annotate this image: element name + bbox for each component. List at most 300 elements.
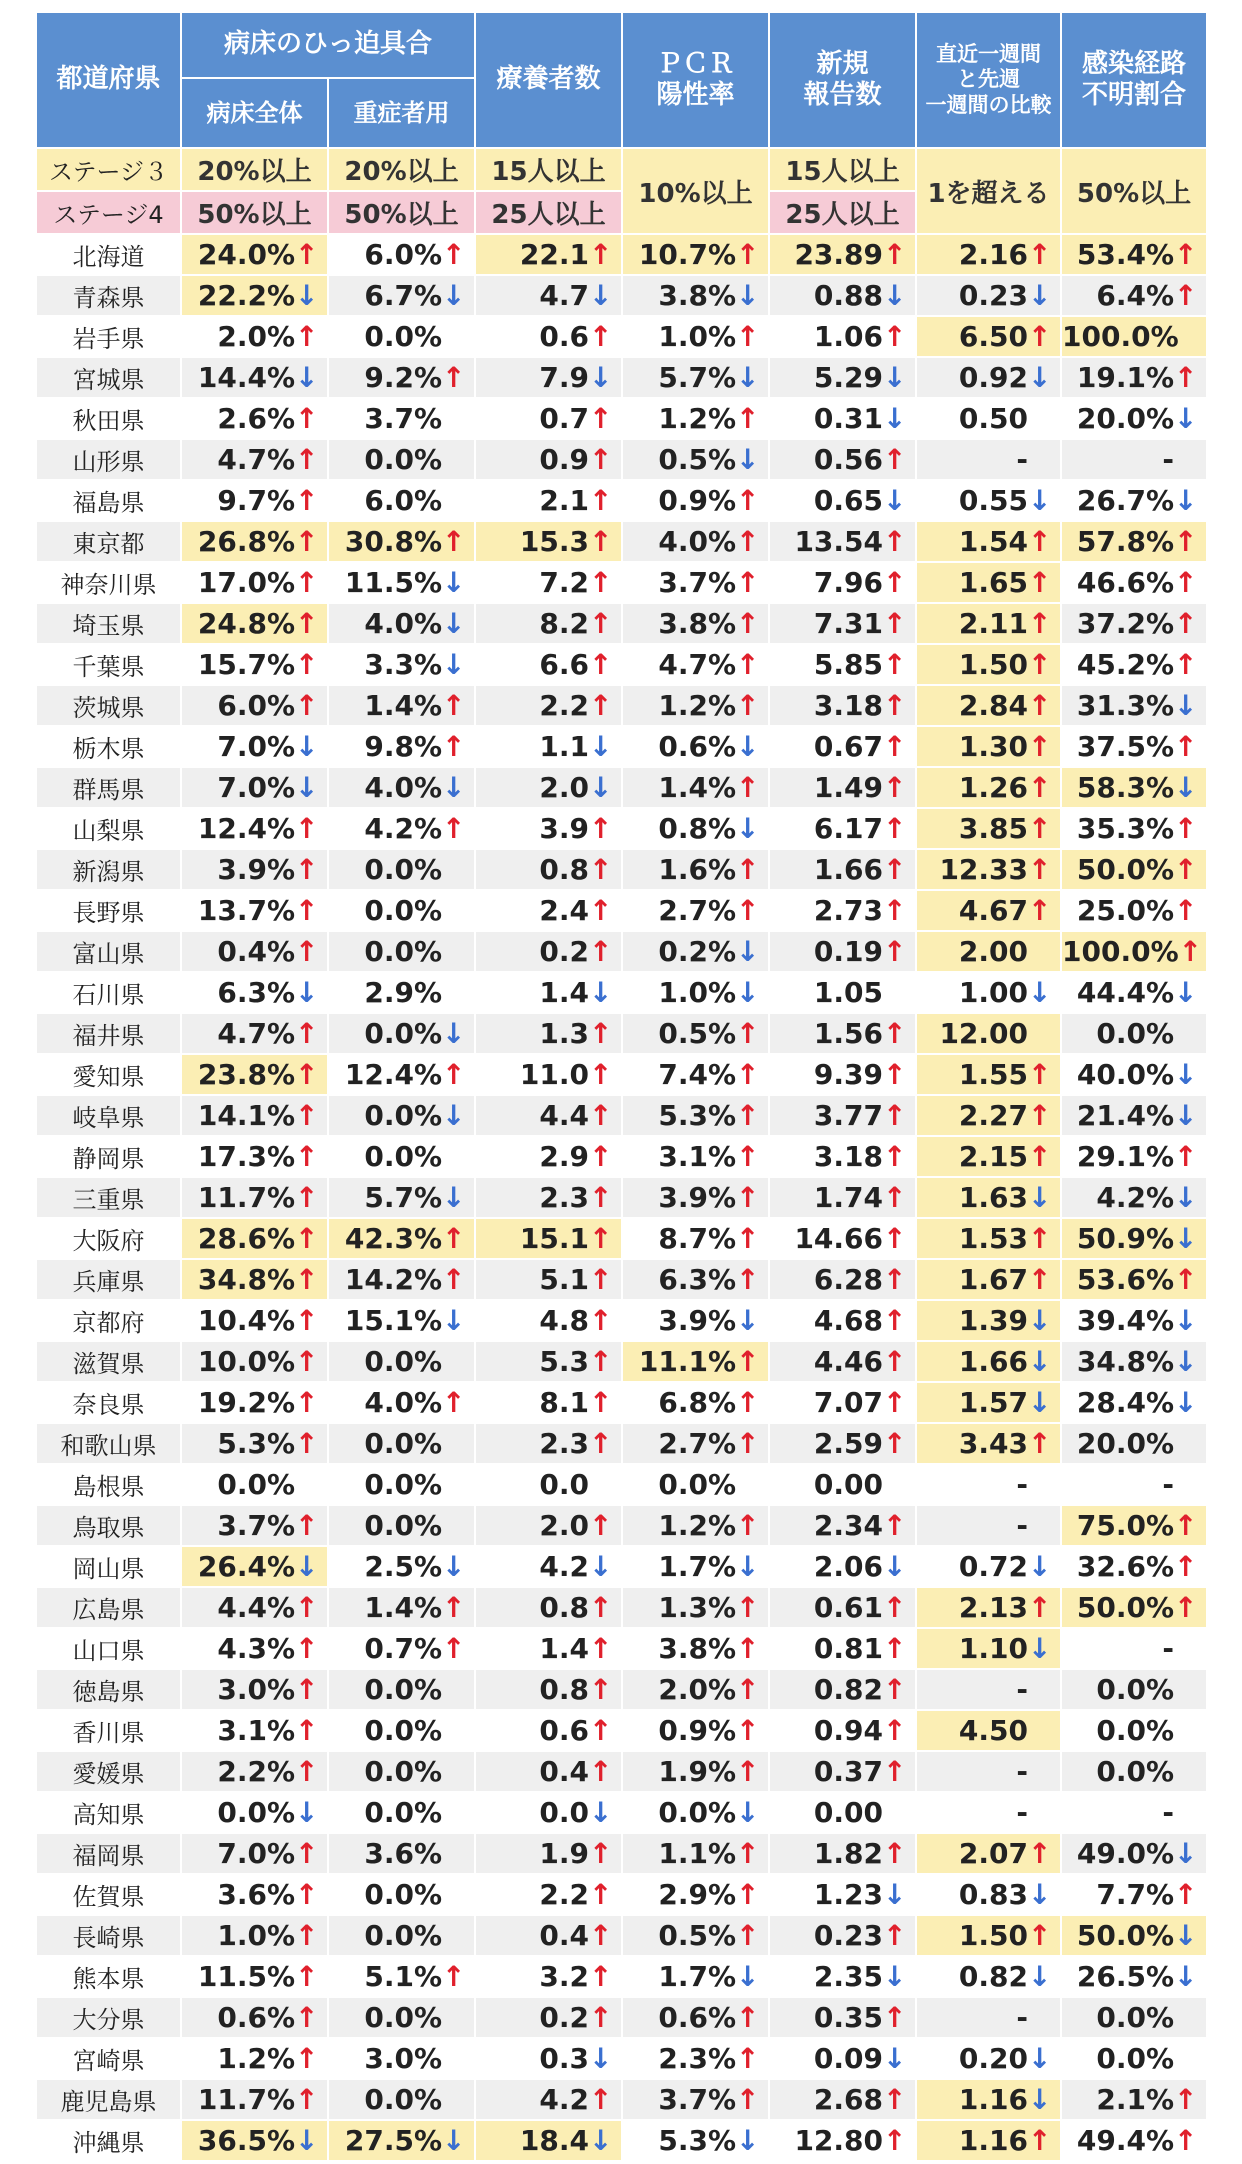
cell-value: 14.66 [794,1222,884,1255]
cell-value: 0.9% [658,484,737,517]
arrow-up-icon: ↑ [589,1058,613,1091]
table-row [36,1095,1207,1136]
arrow-up-icon: ↑ [295,443,319,476]
cell-new-reports [769,1300,916,1341]
cell-value: - [1016,443,1029,476]
cell-value: 12.4% [344,1058,443,1091]
cell-value: 2.9% [364,976,443,1009]
arrow-down-icon: ↓ [1028,361,1052,394]
arrow-down-icon: ↓ [883,1960,907,1993]
cell-value: 0.82 [813,1673,884,1706]
cell-value: 4.4% [217,1591,295,1624]
cell-value: 1.4% [364,689,443,722]
cell-value: 11.7% [197,1181,295,1214]
prefecture-name: 岡山県 [36,1546,181,1587]
stage3-new-reports: 15人以上 [769,148,916,191]
cell-value: 23.89 [794,238,884,271]
cell-pcr [622,644,769,685]
cell-value: 3.9% [658,1304,737,1337]
arrow-up-icon: ↑ [1028,320,1052,353]
cell-new-reports [769,1915,916,1956]
arrow-up-icon: ↑ [1174,361,1198,394]
arrow-up-icon: ↑ [736,1837,760,1870]
cell-value: 1.50 [958,1919,1029,1952]
arrow-up-icon: ↑ [589,1960,613,1993]
cell-new-reports [769,1464,916,1505]
arrow-down-icon: ↓ [295,1796,319,1829]
cell-pcr [622,316,769,357]
cell-recuperating [475,1792,622,1833]
cell-value: 12.80 [794,2124,884,2157]
prefecture-name: 長野県 [36,890,181,931]
arrow-down-icon: ↓ [295,2124,319,2157]
cell-value: - [1162,443,1175,476]
cell-week-ratio [916,931,1061,972]
arrow-down-icon: ↓ [1028,2042,1052,2075]
cell-unknown-route [1061,1833,1207,1874]
cell-value: 11.5% [197,1960,295,1993]
cell-pcr [622,1956,769,1997]
cell-value: 4.2 [539,2083,590,2116]
arrow-down-icon: ↓ [883,1550,907,1583]
header-pcr-line1: ＰＣＲ [656,48,735,79]
cell-bed-all [181,480,328,521]
cell-value: 0.23 [813,1919,884,1952]
arrow-down-icon: ↓ [1174,1837,1198,1870]
arrow-up-icon: ↑ [1174,894,1198,927]
arrow-down-icon: ↓ [589,1550,613,1583]
cell-unknown-route [1061,1915,1207,1956]
cell-value: 0.56 [813,443,884,476]
arrow-up-icon: ↑ [1174,238,1198,271]
cell-bed-severe [328,1587,475,1628]
cell-value: 32.6% [1076,1550,1175,1583]
arrow-up-icon: ↑ [736,320,760,353]
arrow-down-icon: ↓ [736,730,760,763]
cell-pcr [622,562,769,603]
cell-value: 14.2% [344,1263,443,1296]
arrow-up-icon: ↑ [736,648,760,681]
cell-pcr [622,1054,769,1095]
cell-value: 0.00 [813,1468,884,1501]
cell-value: 6.6 [539,648,590,681]
cell-week-ratio [916,972,1061,1013]
arrow-up-icon: ↑ [883,1632,907,1665]
arrow-down-icon: ↓ [1028,1386,1052,1419]
cell-pcr [622,2038,769,2079]
cell-bed-all [181,849,328,890]
cell-value: 0.0% [364,1714,443,1747]
prefecture-name: 岐阜県 [36,1095,181,1136]
arrow-down-icon: ↓ [883,279,907,312]
cell-bed-all [181,1505,328,1546]
arrow-up-icon: ↑ [589,1673,613,1706]
arrow-up-icon: ↑ [295,1878,319,1911]
arrow-down-icon: ↓ [589,1796,613,1829]
cell-value: 0.81 [813,1632,884,1665]
cell-new-reports [769,1218,916,1259]
cell-value: 4.3% [217,1632,295,1665]
arrow-up-icon: ↑ [589,607,613,640]
cell-new-reports [769,849,916,890]
criteria-unknown-route: 50%以上 [1061,148,1207,234]
cell-unknown-route [1061,1218,1207,1259]
arrow-up-icon: ↑ [736,689,760,722]
cell-value: 0.0% [364,1017,443,1050]
cell-value: 5.3 [539,1345,590,1378]
cell-bed-severe [328,1669,475,1710]
cell-value: 6.28 [813,1263,884,1296]
cell-value: 1.9% [658,1755,737,1788]
cell-week-ratio [916,1423,1061,1464]
arrow-up-icon: ↑ [589,1304,613,1337]
cell-unknown-route [1061,1628,1207,1669]
arrow-up-icon: ↑ [1028,525,1052,558]
cell-value: 2.16 [958,238,1029,271]
arrow-down-icon: ↓ [589,730,613,763]
arrow-down-icon: ↓ [442,1550,466,1583]
prefecture-name: 熊本県 [36,1956,181,1997]
cell-bed-all [181,398,328,439]
table-row [36,1382,1207,1423]
cell-value: 11.1% [638,1345,737,1378]
arrow-up-icon: ↑ [1178,935,1203,968]
criteria-pcr: 10%以上 [622,148,769,234]
header-pcr-line2: 陽性率 [656,80,735,110]
cell-week-ratio [916,234,1061,275]
table-row [36,1013,1207,1054]
cell-bed-severe [328,1341,475,1382]
arrow-up-icon: ↑ [1174,1509,1198,1542]
arrow-down-icon: ↓ [442,771,466,804]
cell-value: 0.9 [539,443,590,476]
cell-value: 8.2 [539,607,590,640]
cell-week-ratio [916,1915,1061,1956]
cell-recuperating [475,726,622,767]
arrow-up-icon: ↑ [589,935,613,968]
cell-unknown-route [1061,1259,1207,1300]
cell-unknown-route [1061,1300,1207,1341]
cell-value: 9.8% [364,730,443,763]
cell-bed-all [181,1874,328,1915]
cell-value: 0.37 [813,1755,884,1788]
cell-bed-severe [328,1505,475,1546]
cell-week-ratio [916,1341,1061,1382]
arrow-down-icon: ↓ [442,607,466,640]
arrow-down-icon: ↓ [442,1099,466,1132]
cell-value: 2.7% [658,894,737,927]
arrow-up-icon: ↑ [736,238,760,271]
cell-week-ratio [916,1587,1061,1628]
cell-bed-severe [328,1095,475,1136]
cell-value: 3.85 [958,812,1029,845]
arrow-up-icon: ↑ [736,1263,760,1296]
cell-value: 1.16 [958,2124,1029,2157]
arrow-up-icon: ↑ [589,402,613,435]
cell-value: 1.05 [813,976,884,1009]
arrow-up-icon: ↑ [1174,812,1198,845]
cell-value: 2.9% [658,1878,737,1911]
arrow-up-icon: ↑ [589,484,613,517]
table-row [36,1300,1207,1341]
cell-bed-severe [328,767,475,808]
cell-unknown-route [1061,1382,1207,1423]
arrow-down-icon: ↓ [1174,1345,1198,1378]
cell-unknown-route [1061,1505,1207,1546]
arrow-down-icon: ↓ [442,566,466,599]
cell-bed-all [181,1054,328,1095]
covid-indicator-table-container [36,12,1207,2161]
cell-bed-severe [328,849,475,890]
cell-recuperating [475,2079,622,2120]
cell-value: 1.53 [958,1222,1029,1255]
cell-value: 3.6% [364,1837,443,1870]
cell-value: 1.4 [539,976,590,1009]
cell-value: 10.7% [638,238,737,271]
cell-new-reports [769,1095,916,1136]
arrow-up-icon: ↑ [295,1099,319,1132]
cell-bed-all [181,808,328,849]
cell-bed-severe [328,890,475,931]
cell-value: 15.1% [344,1304,443,1337]
cell-value: 7.2 [539,566,590,599]
cell-value: 3.18 [813,689,884,722]
cell-week-ratio [916,1259,1061,1300]
cell-value: 20.0% [1076,402,1175,435]
cell-bed-severe [328,1751,475,1792]
cell-new-reports [769,1341,916,1382]
arrow-up-icon: ↑ [883,1591,907,1624]
cell-bed-all [181,931,328,972]
arrow-up-icon: ↑ [295,1017,319,1050]
cell-week-ratio [916,685,1061,726]
cell-value: 0.88 [813,279,884,312]
cell-value: 5.3% [217,1427,295,1460]
arrow-up-icon: ↑ [442,730,466,763]
cell-pcr [622,1136,769,1177]
cell-value: 2.73 [813,894,884,927]
cell-value: 2.34 [813,1509,884,1542]
arrow-down-icon: ↓ [1028,484,1052,517]
cell-pcr [622,849,769,890]
cell-value: 2.3% [658,2042,737,2075]
cell-unknown-route [1061,1136,1207,1177]
cell-value: 3.8% [658,279,737,312]
cell-value: 2.59 [813,1427,884,1460]
cell-value: 34.8% [197,1263,295,1296]
arrow-up-icon: ↑ [883,648,907,681]
cell-value: 2.4 [539,894,590,927]
cell-week-ratio [916,849,1061,890]
cell-value: 2.0% [217,320,295,353]
arrow-up-icon: ↑ [295,1058,319,1091]
arrow-down-icon: ↓ [1174,1181,1198,1214]
cell-bed-severe [328,521,475,562]
arrow-down-icon: ↓ [589,976,613,1009]
cell-value: 45.2% [1076,648,1175,681]
cell-value: 1.3 [539,1017,590,1050]
cell-value: 1.00 [958,976,1029,1009]
cell-value: 2.7% [658,1427,737,1460]
cell-unknown-route [1061,767,1207,808]
table-row [36,316,1207,357]
arrow-up-icon: ↑ [589,1222,613,1255]
cell-pcr [622,1874,769,1915]
cell-value: 1.2% [658,1509,737,1542]
cell-week-ratio [916,644,1061,685]
cell-value: 7.0% [217,771,295,804]
arrow-up-icon: ↑ [1174,2083,1198,2116]
cell-recuperating [475,1915,622,1956]
arrow-up-icon: ↑ [589,1755,613,1788]
cell-value: 2.9 [539,1140,590,1173]
cell-week-ratio [916,1833,1061,1874]
table-row [36,480,1207,521]
arrow-down-icon: ↓ [1174,402,1198,435]
prefecture-name: 兵庫県 [36,1259,181,1300]
cell-week-ratio [916,562,1061,603]
cell-value: 50.9% [1076,1222,1175,1255]
cell-value: 6.0% [364,484,443,517]
cell-pcr [622,1997,769,2038]
arrow-up-icon: ↑ [883,1919,907,1952]
arrow-down-icon: ↓ [1028,1878,1052,1911]
arrow-up-icon: ↑ [1028,648,1052,681]
arrow-down-icon: ↓ [442,279,466,312]
arrow-down-icon: ↓ [295,1550,319,1583]
cell-value: 1.06 [813,320,884,353]
cell-bed-all [181,1792,328,1833]
arrow-up-icon: ↑ [589,1714,613,1747]
cell-recuperating [475,1587,622,1628]
cell-week-ratio [916,1710,1061,1751]
arrow-up-icon: ↑ [1028,1140,1052,1173]
header-recuperating: 療養者数 [475,12,622,148]
cell-new-reports [769,1956,916,1997]
cell-unknown-route [1061,1587,1207,1628]
cell-week-ratio [916,480,1061,521]
table-row [36,2079,1207,2120]
cell-week-ratio [916,1382,1061,1423]
arrow-up-icon: ↑ [1028,566,1052,599]
cell-recuperating [475,1054,622,1095]
stage3-recuperating: 15人以上 [475,148,622,191]
cell-new-reports [769,767,916,808]
cell-pcr [622,1382,769,1423]
arrow-up-icon: ↑ [295,853,319,886]
prefecture-name: 山形県 [36,439,181,480]
cell-unknown-route [1061,2120,1207,2161]
arrow-down-icon: ↓ [1174,689,1198,722]
cell-week-ratio [916,1956,1061,1997]
cell-value: 0.67 [813,730,884,763]
cell-value: 44.4% [1076,976,1175,1009]
arrow-up-icon: ↑ [736,771,760,804]
cell-value: 1.23 [813,1878,884,1911]
table-row [36,1997,1207,2038]
arrow-down-icon: ↓ [1028,279,1052,312]
cell-pcr [622,1751,769,1792]
cell-new-reports [769,1423,916,1464]
table-row [36,644,1207,685]
cell-value: 2.2% [217,1755,295,1788]
cell-value: 1.1 [539,730,590,763]
cell-pcr [622,234,769,275]
prefecture-name: 群馬県 [36,767,181,808]
cell-pcr [622,603,769,644]
cell-value: 0.7 [539,402,590,435]
prefecture-name: 青森県 [36,275,181,316]
cell-unknown-route [1061,1669,1207,1710]
cell-bed-severe [328,1997,475,2038]
arrow-up-icon: ↑ [1174,566,1198,599]
cell-bed-severe [328,1464,475,1505]
cell-week-ratio [916,2038,1061,2079]
cell-new-reports [769,890,916,931]
arrow-up-icon: ↑ [883,1058,907,1091]
cell-bed-severe [328,1259,475,1300]
cell-value: 0.0% [1096,1714,1175,1747]
arrow-up-icon: ↑ [736,484,760,517]
prefecture-name: 岩手県 [36,316,181,357]
arrow-up-icon: ↑ [295,1714,319,1747]
cell-value: 5.29 [813,361,884,394]
cell-week-ratio [916,1054,1061,1095]
cell-week-ratio [916,1751,1061,1792]
cell-week-ratio [916,1095,1061,1136]
cell-value: 1.2% [658,402,737,435]
cell-value: 0.65 [813,484,884,517]
arrow-down-icon: ↓ [883,361,907,394]
arrow-up-icon: ↑ [295,566,319,599]
arrow-up-icon: ↑ [295,812,319,845]
cell-value: 34.8% [1076,1345,1175,1378]
arrow-up-icon: ↑ [736,1345,760,1378]
cell-unknown-route [1061,1751,1207,1792]
cell-value: 0.8% [658,812,737,845]
cell-pcr [622,931,769,972]
table-row [36,890,1207,931]
cell-bed-severe [328,1546,475,1587]
arrow-down-icon: ↓ [1174,1386,1198,1419]
cell-bed-severe [328,275,475,316]
arrow-up-icon: ↑ [589,1837,613,1870]
cell-bed-all [181,1628,328,1669]
arrow-up-icon: ↑ [883,1673,907,1706]
cell-pcr [622,1587,769,1628]
cell-value: 49.0% [1076,1837,1175,1870]
cell-value: 50.0% [1076,853,1175,886]
arrow-up-icon: ↑ [589,1345,613,1378]
cell-bed-severe [328,234,475,275]
arrow-up-icon: ↑ [295,1591,319,1624]
arrow-up-icon: ↑ [736,1591,760,1624]
table-row [36,685,1207,726]
arrow-up-icon: ↑ [736,1140,760,1173]
cell-value: 0.00 [813,1796,884,1829]
cell-value: 6.0% [217,689,295,722]
cell-unknown-route [1061,1013,1207,1054]
stage4-bed-all: 50%以上 [181,191,328,234]
cell-bed-severe [328,1628,475,1669]
cell-value: 1.7% [658,1960,737,1993]
cell-value: 4.7% [658,648,737,681]
cell-value: 0.4 [539,1755,590,1788]
arrow-up-icon: ↑ [883,566,907,599]
cell-recuperating [475,1259,622,1300]
cell-bed-all [181,685,328,726]
table-row [36,439,1207,480]
